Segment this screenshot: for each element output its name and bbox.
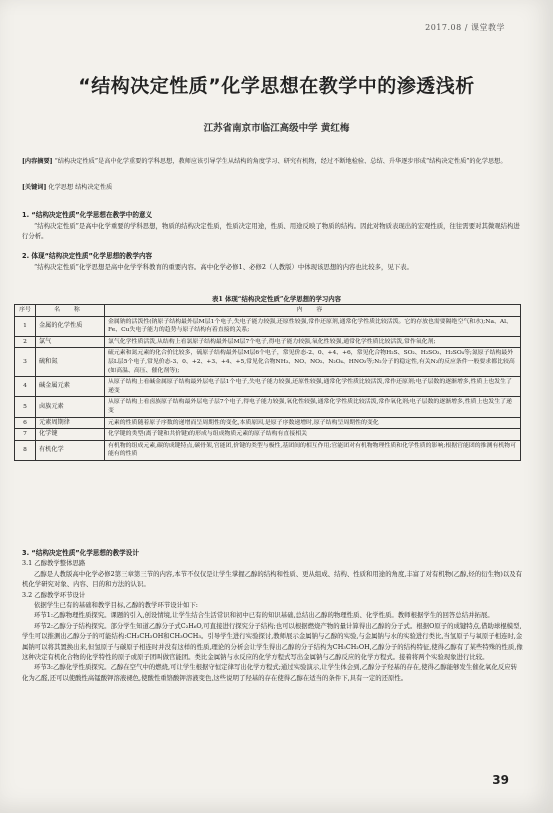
table-caption: 表1 体现“结构决定性质”化学思想的学习内容 [211, 295, 342, 303]
paragraph: 环节1:乙醇物理性质探究。课题的引入,创设情境,让学生结合生活常识和初中已有的知识基础,总结出乙醇的物理性质、化学性质。教师根据学生的回答总结并拓展。 [34, 611, 494, 620]
row-content: 氯气化学性质活泼,从结构上看氯原子结构最外层M层7个电子,得电子能力较强,氧化性较强,通常化学性质比较活泼,常作氧化剂; [105, 336, 521, 348]
row-name: 卤族元素 [36, 397, 105, 417]
row-no: 5 [15, 397, 36, 417]
row-no: 4 [15, 377, 36, 397]
row-content: 化学键的类型(离子键和共价键)的形成与组成物质元素的原子结构有直接相关 [105, 429, 521, 441]
paragraph: 乙醇是人教版高中化学必修2第三章第三节的内容,本节不仅仅是让学生掌握乙醇的结构和性质、更从组成、结构、性质和用途的角度,丰富了对有机物(乙醇,烃的衍生物)以及有机化学研究对象、内容、目的和方法的认识。 [22, 569, 523, 589]
section-1 [22, 210, 523, 242]
header-content: 内 容 [105, 305, 521, 317]
row-no: 8 [15, 440, 36, 460]
table-row [15, 397, 521, 417]
row-content: 元素的性质随着原子序数的递增而呈周期性的变化,本质原因,是原子序数递增时,原子结构呈周期性的变化 [105, 417, 521, 429]
row-content: 从原子结构上看卤族原子结构最外层电子层7个电子,得电子能力较强,氧化性较强,通常化学性质比较活泼,常作氧化剂;电子层数的逐渐增多,性质上也发生了递变 [105, 397, 521, 417]
row-name: 金属的化学性质 [36, 316, 105, 336]
author-line: 江苏省南京市临江高级中学 黄红梅 [203, 123, 350, 134]
article-title: “结构决定性质”化学思想在教学中的渗透浅析 [78, 75, 475, 97]
table-row [15, 440, 521, 460]
row-name: 化学键 [36, 429, 105, 441]
keywords-label: [关键词] [22, 184, 47, 191]
row-no: 1 [15, 316, 36, 336]
table-row [15, 377, 521, 397]
table-row [15, 417, 521, 429]
row-name: 元素周期律 [36, 417, 105, 429]
row-no: 6 [15, 417, 36, 429]
row-no: 3 [15, 348, 36, 377]
keywords [22, 182, 112, 191]
section-3-heading: 3. “结构决定性质”化学思想的教学设计 [22, 549, 139, 557]
section-2-heading: 2. 体现“结构决定性质”化学思想的教学内容 [22, 252, 153, 260]
row-content: 有机物的组成元素,碳的成键特点,碳骨架,官能团,价键的类型与极性,基团间的相互作用;官能团对有机物物理性质和化学性质的影响;根据官能团的推测有机物可能有的性质 [105, 440, 521, 460]
row-content: 硫元素和氮元素的化合价比较多，硫原子结构最外层M层6个电子，常见价态-2、0、+4、+6，常见化合物H₂S、SO₂、H₂SO₃、H₂SO₄等;氮原子结构最外层L层5个电子,常见价态-3、0、+2、+3、+4、+5,常见化合物NH₃、NO、NO₂、N₂O₄、HNO₃等;N₂分子的稳定性,有关N₂的反应条件一般要求都比较高(如高温、高压、催化剂等); [105, 348, 521, 377]
paragraph: 依据学生已有的基础和教学目标,乙醇的教学环节设计如下: [34, 601, 198, 610]
page-number: 39 [492, 773, 509, 787]
row-content: 金属钠的活泼性(钠原子结构最外层M层1个电子,失电子能力较强,还原性较强,常作还原剂,通常化学性质比较活泼。它的存放也需要隔绝空气和水);Na、Al、Fe、Cu失电子能力的趋势与原子结构有着直接的关系; [105, 316, 521, 336]
section-3 [22, 548, 523, 683]
section-1-heading: 1. “结构决定性质”化学思想在教学中的意义 [22, 211, 153, 219]
paragraph: 环节2:乙醇分子结构探究。部分学生知道乙醇分子式C₂H₆O,可直接进行探究分子结构;也可以根据燃烧产物的量计算得出乙醇的分子式。根据O原子的成键特点,借助球棍模型,学生可以推测出乙醇分子的可能结构:CH₃CH₂OH和CH₃OCH₃。引导学生进行实验探讨,教师展示金属钠与乙醇的实验,与金属钠与水的实验进行类比,当氢原子与氧原子相连时,金属钠可以将其置换出来,但氢原子与碳原子相连时并没有这样的性质,理论的分析会让学生得出乙醇的分子结构为CH₃CH₂OH,乙醇分子的结构特征,使得乙醇有了某些特殊的性质,像这种决定有机化合物的化学特性的原子或原子团叫做官能团。类比金属钠与水反应的化学方程式写出金属钠与乙醇反应的化学方程式。接着将两个实验现象进行比较。 [22, 621, 523, 662]
row-no: 2 [15, 336, 36, 348]
table-header-row [15, 305, 521, 317]
abstract-text: “结构决定性质”是高中化学重要的学科思想，教师应该引导学生从结构的角度学习、研究有机物，经过不断地检验、总结、升华逐步形成“结构决定性质”的化学思想。 [54, 158, 507, 165]
section-2-text: “结构决定性质”化学思想是高中化学学科教育的重要内容。高中化学必修1、必修2（人教版）中体现该思想的内容也比较多，见下表。 [34, 262, 413, 271]
table-row [15, 429, 521, 441]
row-name: 硫和氮 [36, 348, 105, 377]
table-row [15, 336, 521, 348]
abstract [22, 157, 523, 167]
row-no: 7 [15, 429, 36, 441]
row-name: 碱金属元素 [36, 377, 105, 397]
section-2 [22, 251, 523, 272]
table-row [15, 316, 521, 336]
running-header: 2017.08 / 课堂教学 [425, 23, 505, 32]
header-no: 序号 [15, 305, 36, 317]
row-name: 有机化学 [36, 440, 105, 460]
table-row [15, 348, 521, 377]
subsection-3-1: 3.1 乙醇教学整体思路 [22, 559, 86, 568]
subsection-3-2: 3.2 乙醇教学环节设计 [22, 590, 86, 599]
row-content: 从原子结构上看碱金属原子结构最外层电子层1个电子,失电子能力较强,还原性较强,通常化学性质比较活泼,常作还原剂;电子层数的逐渐增多,性质上也发生了递变 [105, 377, 521, 397]
section-1-text: “结构决定性质”是高中化学重要的学科思想，物质的结构决定性质，性质决定用途，性质、用途反映了物质的结构。因此对物质表现出的宏观性质，往往需要对其微观结构进行分析。 [22, 221, 520, 240]
header-name: 名 称 [36, 305, 105, 317]
keywords-text: 化学思想 结构决定性质 [48, 184, 113, 191]
abstract-label: [内容摘要] [22, 158, 53, 165]
content-table [14, 304, 521, 461]
row-name: 氯气 [36, 336, 105, 348]
paragraph: 环节3:乙醇化学性质探究。乙醇在空气中的燃烧,可让学生根据守恒定律写出化学方程式;通过实验演示,让学生体会到,乙醇分子羟基的存在,使得乙醇能够发生催化氧化反应转化为乙醛,还可以使酸性高锰酸钾溶液褪色,使酸性重铬酸钾溶液变色,这些说明了羟基的存在使得乙醇在适当的条件下,具有一定的还原性。 [22, 663, 518, 682]
